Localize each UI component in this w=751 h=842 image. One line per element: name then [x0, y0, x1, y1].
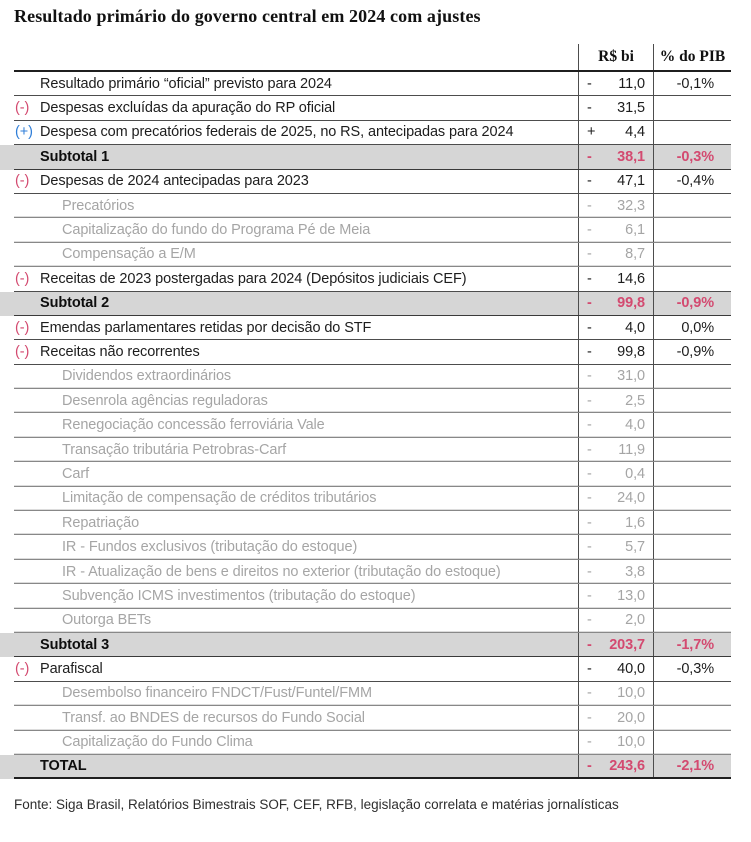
- row-sign: -: [587, 246, 592, 263]
- row-sign: -: [587, 514, 592, 531]
- row-label: Outorga BETs: [62, 612, 152, 629]
- row-sign: -: [587, 661, 592, 678]
- row-value-cell: [578, 243, 653, 266]
- row-label-cell: [14, 706, 578, 729]
- row-label: Receitas não recorrentes: [40, 343, 200, 360]
- row-label-cell: [14, 267, 578, 290]
- source-note: Fonte: Siga Brasil, Relatórios Bimestrais SOF, CEF, RFB, legislação correlata e matérias jornalísticas: [14, 797, 619, 812]
- row-label: Capitalização do fundo do Programa Pé de Meia: [62, 222, 371, 239]
- row-pct-cell: [653, 96, 731, 119]
- table-row: [14, 365, 731, 389]
- row-pct-cell: [653, 413, 731, 436]
- table-row: [14, 145, 731, 169]
- row-label-cell: [14, 462, 578, 485]
- row-value-cell: [578, 316, 653, 339]
- table-row: [14, 633, 731, 657]
- row-label: Subtotal 1: [40, 148, 110, 165]
- row-label-cell: [14, 511, 578, 534]
- row-label: Transf. ao BNDES de recursos do Fundo Social: [62, 709, 365, 726]
- row-pct-cell: [653, 487, 731, 510]
- row-value: 1,6: [625, 514, 645, 531]
- row-value-cell: [578, 340, 653, 363]
- row-value-cell: [578, 731, 653, 754]
- row-sign: -: [587, 563, 592, 580]
- row-value: 203,7: [609, 636, 645, 653]
- row-value: 4,0: [625, 417, 645, 434]
- row-value-cell: [578, 511, 653, 534]
- row-label: Limitação de compensação de créditos tributários: [62, 490, 377, 507]
- row-label-cell: [14, 389, 578, 412]
- row-pct-cell: -2,1%: [653, 755, 731, 777]
- row-pct-cell: [653, 194, 731, 217]
- row-value-cell: [578, 389, 653, 412]
- row-label: Subtotal 3: [40, 636, 110, 653]
- row-pct-cell: [653, 365, 731, 388]
- table-row: [14, 487, 731, 511]
- row-pct-cell: 0,0%: [653, 316, 731, 339]
- row-value-cell: [578, 682, 653, 705]
- row-value-cell: [578, 72, 653, 95]
- row-value: 11,0: [618, 75, 645, 92]
- row-label-cell: [14, 633, 578, 656]
- row-sign: -: [587, 417, 592, 434]
- row-pct-cell: -1,7%: [653, 633, 731, 656]
- table-row: [14, 511, 731, 535]
- row-label: Receitas de 2023 postergadas para 2024 (Depósitos judiciais CEF): [40, 270, 467, 287]
- row-value-cell: [578, 170, 653, 193]
- row-sign: -: [587, 319, 592, 336]
- row-label: Precatórios: [62, 197, 135, 214]
- row-label-cell: [14, 755, 578, 777]
- row-pct-cell: -0,1%: [653, 72, 731, 95]
- row-value: 47,1: [617, 173, 645, 190]
- row-value: 20,0: [617, 709, 645, 726]
- row-value-cell: [578, 584, 653, 607]
- table-row: [14, 755, 731, 779]
- table-row: [14, 535, 731, 559]
- row-label-cell: [14, 487, 578, 510]
- table-row: [14, 462, 731, 486]
- row-label: Subtotal 2: [40, 295, 110, 312]
- table-row: [14, 121, 731, 145]
- row-value: 31,0: [617, 368, 645, 385]
- row-value-cell: [578, 413, 653, 436]
- row-label-cell: [14, 413, 578, 436]
- row-value-cell: [578, 462, 653, 485]
- row-value: 243,6: [609, 758, 645, 775]
- row-value: 8,7: [625, 246, 645, 263]
- row-label: Dividendos extraordinários: [62, 368, 232, 385]
- row-value-cell: [578, 438, 653, 461]
- row-label-cell: [14, 731, 578, 754]
- row-label: Resultado primário “oficial” previsto para 2024: [40, 75, 332, 92]
- row-sign: +: [587, 124, 596, 141]
- row-label: Parafiscal: [40, 661, 103, 678]
- row-pct-cell: [653, 609, 731, 632]
- row-value: 99,8: [617, 343, 645, 360]
- row-value: 2,5: [625, 392, 645, 409]
- row-value: 0,4: [625, 465, 645, 482]
- table-row: [14, 292, 731, 316]
- row-pct-cell: -0,4%: [653, 170, 731, 193]
- row-sign: -: [587, 270, 592, 287]
- table-row: [14, 316, 731, 340]
- row-label: TOTAL: [40, 758, 87, 775]
- row-label-cell: [14, 121, 578, 144]
- row-value: 38,1: [617, 148, 645, 165]
- row-value: 5,7: [625, 539, 645, 556]
- row-label-cell: [14, 340, 578, 363]
- row-sign-prefix: (-): [15, 319, 30, 336]
- row-value: 32,3: [617, 197, 645, 214]
- row-label: Despesa com precatórios federais de 2025, no RS, antecipadas para 2024: [40, 124, 514, 141]
- row-sign: -: [587, 100, 592, 117]
- table-row: [14, 706, 731, 730]
- row-pct-cell: [653, 438, 731, 461]
- row-value-cell: [578, 96, 653, 119]
- row-sign: -: [587, 758, 592, 775]
- row-sign: -: [587, 343, 592, 360]
- row-label: Repatriação: [62, 514, 140, 531]
- row-label: Desembolso financeiro FNDCT/Fust/Funtel/FMM: [62, 685, 372, 702]
- table-row: [14, 389, 731, 413]
- table-row: [14, 731, 731, 755]
- table-row: [14, 609, 731, 633]
- row-label: Emendas parlamentares retidas por decisão do STF: [40, 319, 372, 336]
- row-label-cell: [14, 682, 578, 705]
- table-row: [14, 560, 731, 584]
- row-sign: -: [587, 734, 592, 751]
- row-value: 13,0: [617, 587, 645, 604]
- row-label-cell: [14, 657, 578, 680]
- row-value-cell: [578, 706, 653, 729]
- row-label-cell: [14, 584, 578, 607]
- row-sign: -: [587, 709, 592, 726]
- row-sign: -: [587, 368, 592, 385]
- row-value-cell: [578, 267, 653, 290]
- row-sign: -: [587, 392, 592, 409]
- row-pct-cell: [653, 560, 731, 583]
- row-value-cell: [578, 292, 653, 315]
- row-label-cell: [14, 365, 578, 388]
- row-pct-cell: [653, 121, 731, 144]
- row-sign-prefix: (-): [15, 661, 30, 678]
- row-sign-prefix: (-): [15, 270, 30, 287]
- table-row: [14, 194, 731, 218]
- table-row: [14, 267, 731, 291]
- row-value: 10,0: [617, 685, 645, 702]
- row-value: 3,8: [625, 563, 645, 580]
- row-pct-cell: [653, 389, 731, 412]
- row-sign: -: [587, 636, 592, 653]
- row-label: Despesas excluídas da apuração do RP oficial: [40, 100, 336, 117]
- row-sign: -: [587, 148, 592, 165]
- row-pct-cell: [653, 584, 731, 607]
- row-value: 31,5: [617, 100, 645, 117]
- row-label-cell: [14, 438, 578, 461]
- row-label-cell: [14, 316, 578, 339]
- row-pct-cell: [653, 731, 731, 754]
- row-label-cell: [14, 194, 578, 217]
- row-value: 40,0: [617, 661, 645, 678]
- row-label: Renegociação concessão ferroviária Vale: [62, 417, 325, 434]
- row-value-cell: [578, 365, 653, 388]
- row-value-cell: [578, 755, 653, 777]
- row-sign: -: [587, 295, 592, 312]
- header-label-spacer: [14, 44, 578, 70]
- header-value-column: R$ bi: [578, 44, 653, 70]
- row-pct-cell: [653, 267, 731, 290]
- row-sign: -: [587, 441, 592, 458]
- row-label: Despesas de 2024 antecipadas para 2023: [40, 173, 309, 190]
- row-pct-cell: [653, 511, 731, 534]
- row-value-cell: [578, 535, 653, 558]
- table-row: [14, 682, 731, 706]
- table-body: [14, 72, 731, 779]
- page-title: Resultado primário do governo central em 2024 com ajustes: [14, 6, 481, 26]
- row-label-cell: [14, 560, 578, 583]
- row-pct-cell: [653, 462, 731, 485]
- table-row: [14, 438, 731, 462]
- row-pct-cell: [653, 243, 731, 266]
- table-row: [14, 243, 731, 267]
- row-sign: -: [587, 685, 592, 702]
- row-sign: -: [587, 465, 592, 482]
- row-value-cell: [578, 487, 653, 510]
- header-pct-column: % do PIB: [653, 44, 731, 70]
- row-sign: -: [587, 490, 592, 507]
- row-label-cell: [14, 243, 578, 266]
- row-value-cell: [578, 633, 653, 656]
- row-value-cell: [578, 218, 653, 241]
- row-label: Capitalização do Fundo Clima: [62, 734, 253, 751]
- row-value: 2,0: [625, 612, 645, 629]
- row-value-cell: [578, 657, 653, 680]
- row-value: 6,1: [625, 222, 645, 239]
- row-label: Desenrola agências reguladoras: [62, 392, 268, 409]
- row-label-cell: [14, 218, 578, 241]
- row-pct-cell: -0,3%: [653, 145, 731, 168]
- row-sign: -: [587, 539, 592, 556]
- row-pct-cell: -0,3%: [653, 657, 731, 680]
- row-label: Compensação a E/M: [62, 246, 196, 263]
- row-sign-prefix: (+): [15, 124, 33, 141]
- row-pct-cell: -0,9%: [653, 292, 731, 315]
- row-value: 10,0: [617, 734, 645, 751]
- row-pct-cell: -0,9%: [653, 340, 731, 363]
- table-row: [14, 657, 731, 681]
- row-label: Subvenção ICMS investimentos (tributação do estoque): [62, 587, 416, 604]
- row-sign: -: [587, 75, 592, 92]
- row-label: IR - Fundos exclusivos (tributação do estoque): [62, 539, 358, 556]
- row-label-cell: [14, 292, 578, 315]
- row-label-cell: [14, 535, 578, 558]
- row-pct-cell: [653, 535, 731, 558]
- row-pct-cell: [653, 218, 731, 241]
- row-sign: -: [587, 587, 592, 604]
- row-label-cell: [14, 609, 578, 632]
- row-pct-cell: [653, 682, 731, 705]
- row-value: 24,0: [617, 490, 645, 507]
- row-label-cell: [14, 145, 578, 168]
- row-label: IR - Atualização de bens e direitos no exterior (tributação do estoque): [62, 563, 501, 580]
- row-sign-prefix: (-): [15, 173, 30, 190]
- row-label-cell: [14, 170, 578, 193]
- row-label: Transação tributária Petrobras-Carf: [62, 441, 287, 458]
- row-pct-cell: [653, 706, 731, 729]
- fiscal-results-table: [14, 44, 731, 779]
- row-label-cell: [14, 72, 578, 95]
- table-header-row: [14, 44, 731, 72]
- row-sign: -: [587, 197, 592, 214]
- table-row: [14, 72, 731, 96]
- row-value-cell: [578, 560, 653, 583]
- row-value-cell: [578, 194, 653, 217]
- row-sign-prefix: (-): [15, 343, 30, 360]
- row-value: 4,4: [625, 124, 645, 141]
- table-row: [14, 218, 731, 242]
- table-row: [14, 96, 731, 120]
- row-value-cell: [578, 121, 653, 144]
- row-value-cell: [578, 609, 653, 632]
- table-row: [14, 340, 731, 364]
- row-sign: -: [587, 173, 592, 190]
- row-sign: -: [587, 222, 592, 239]
- row-value: 14,6: [617, 270, 645, 287]
- row-value-cell: [578, 145, 653, 168]
- row-value: 11,9: [618, 441, 645, 458]
- row-value: 99,8: [617, 295, 645, 312]
- row-sign-prefix: (-): [15, 100, 30, 117]
- row-sign: -: [587, 612, 592, 629]
- table-row: [14, 584, 731, 608]
- table-row: [14, 170, 731, 194]
- row-label: Carf: [62, 465, 89, 482]
- table-row: [14, 413, 731, 437]
- row-value: 4,0: [625, 319, 645, 336]
- row-label-cell: [14, 96, 578, 119]
